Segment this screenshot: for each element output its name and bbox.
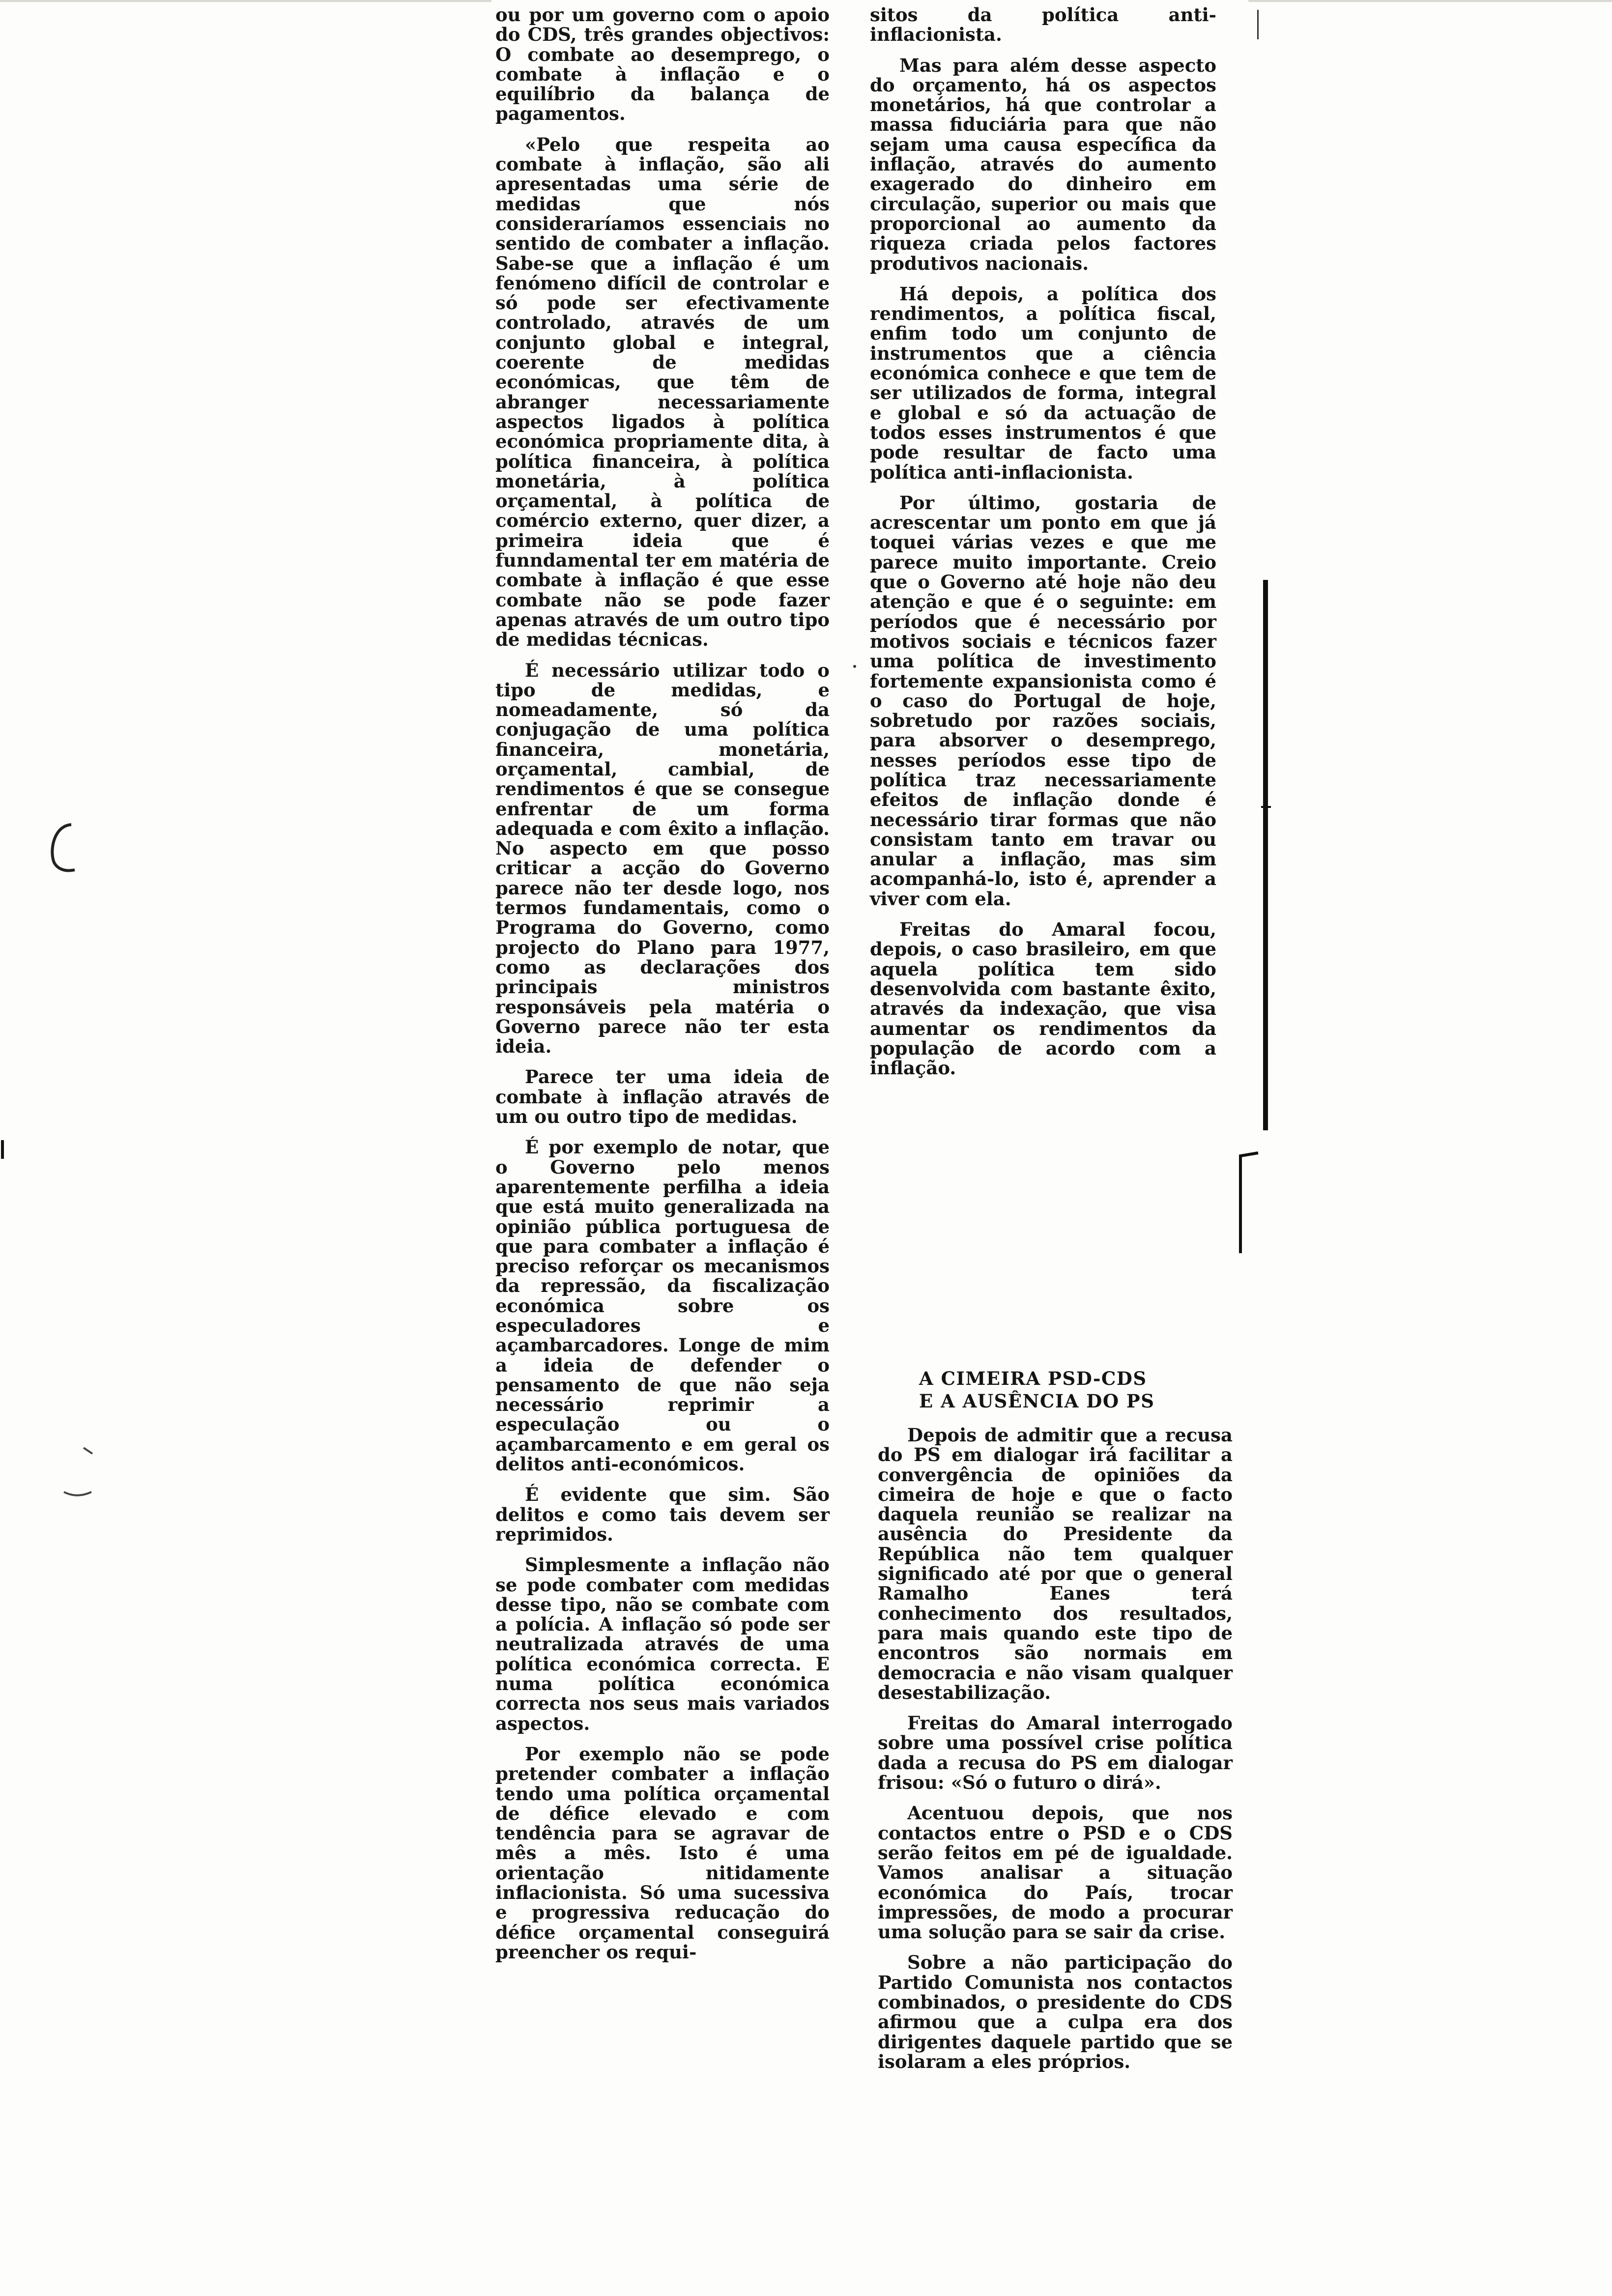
scan-vertical-bar-right <box>1256 0 1271 1179</box>
article-column-3 <box>878 1425 1233 2071</box>
paragraph: Sobre a não participação do Partido Comunista nos contactos combinados, o presidente do CDS afirmou que a culpa era dos dirigentes daquele partido que se isolaram a eles próprios. <box>878 1952 1233 2072</box>
paragraph: sitos da política anti-inflacionista. <box>870 4 1216 46</box>
scan-dot-mark <box>852 663 858 669</box>
paragraph: Por exemplo não se pode pretender combater a inflação tendo uma política orçamental de défice elevado e com tendência para se agravar de mês a mês. Isto é uma orientação nitidamente inflacionista. Só uma sucessiva e progressiva reducação do défice orçamental conseguirá preencher os requi- <box>495 1743 830 1963</box>
scan-tick-mark-left <box>0 1140 6 1160</box>
paragraph: Há depois, a política dos rendimentos, a política fiscal, enfim todo um conjunto de instrumentos que a ciência económica conhece e que tem de ser utilizados de forma, integral e global e só da actuação de todos esses instrumentos é que pode resultar de facto uma política anti-inflacionista. <box>870 283 1216 483</box>
paragraph: Por último, gostaria de acrescentar um ponto em que já toquei várias vezes e que me parece muito importante. Creio que o Governo até hoje não deu atenção e que é o seguinte: em períodos que é necessário por motivos sociais e técnicos fazer uma política de investimento fortemente expansionista como é o caso do Portugal de hoje, sobretudo por razões sociais, para absorver o desemprego, nesses períodos esse tipo de política traz necessariamente efeitos de inflação donde é necessário tirar formas que não consistam tanto em travar ou anular a inflação, mas sim acompanhá-lo, isto é, aprender a viver com ela. <box>870 491 1216 910</box>
paragraph: É necessário utilizar todo o tipo de medidas, e nomeadamente, só da conjugação de uma política financeira, monetária, orçamental, cambial, de rendimentos é que se consegue enfrentar de um forma adequada e com êxito a inflação. No aspecto em que posso criticar a acção do Governo parece não ter desde logo, nos termos fundamentais, como o Programa do Governo, como projecto do Plano para 1977, como as declarações dos principais ministros responsáveis pela matéria o Governo parece não ter esta ideia. <box>495 659 830 1058</box>
scan-top-rule-right <box>1248 0 1612 2</box>
paragraph: ou por um governo com o apoio do CDS, três grandes objectivos: O combate ao desemprego, o combate à inflação e o equilíbrio da balança de pagamentos. <box>495 4 830 125</box>
section-heading-line-2: E A AUSÊNCIA DO PS <box>919 1390 1155 1412</box>
paragraph: Simplesmente a inflação não se pode combater com medidas desse tipo, não se combate com a polícia. A inflação só pode ser neutralizada através de uma política económica correcta. E numa política económica correcta nos seus mais variados aspectos. <box>495 1554 830 1734</box>
paragraph: Acentuou depois, que nos contactos entre o PSD e o CDS serão feitos em pé de igualdade. Vamos analisar a situação económica do País, trocar impressões, de modo a procurar uma solução para se sair da crise. <box>878 1802 1233 1943</box>
article-column-2 <box>870 5 1216 1078</box>
paragraph: É evidente que sim. São delitos e como tais devem ser reprimidos. <box>495 1484 830 1545</box>
paragraph: É por exemplo de notar, que o Governo pelo menos aparentemente perfilha a ideia que está muito generalizada na opinião pública portuguesa de que para combater a inflação é preciso reforçar os mecanismos da repressão, da fiscalização económica sobre os especuladores e açambarcadores. Longe de mim a ideia de defender o pensamento de que não seja necessário reprimir a especulação ou o açambarcamento e em geral os delitos anti-económicos. <box>495 1136 830 1475</box>
paragraph: Depois de admitir que a recusa do PS em dialogar irá facilitar a convergência de opiniões da cimeira de hoje e que o facto daquela reunião se realizar na ausência do Presidente da República não tem qualquer significado até por que o general Ramalho Eanes terá conhecimento dos resultados, para mais quando este tipo de encontros são normais em democracia e não visam qualquer desestabilização. <box>878 1424 1233 1703</box>
article-column-1 <box>495 5 830 1962</box>
paragraph: Freitas do Amaral interrogado sobre uma possível crise política dada a recusa do PS em dialogar frisou: «Só o futuro o dirá». <box>878 1712 1233 1794</box>
scan-top-rule-left <box>0 0 491 2</box>
scan-bracket-mark-right <box>1234 1150 1263 1258</box>
scan-bracket-mark-left <box>44 821 79 875</box>
scan-curve-mark-left <box>54 1445 98 1504</box>
paragraph: Mas para além desse aspecto do orçamento, há os aspectos monetários, há que controlar a massa fiduciária para que não sejam uma causa específica da inflação, através do aumento exagerado do dinheiro em circulação, superior ou mais que proporcional ao aumento da riqueza criada pelos factores produtivos nacionais. <box>870 54 1216 274</box>
paragraph: «Pelo que respeita ao combate à inflação, são ali apresentadas uma série de medidas que nós consideraríamos essenciais no sentido de combater a inflação. Sabe-se que a inflação é um fenómeno difícil de controlar e só pode ser efectivamente controlado, através de um conjunto global e integral, coerente de medidas económicas, que têm de abranger necessariamente aspectos ligados à política económica propriamente dita, à política financeira, à política monetária, à política orçamental, à política de comércio externo, quer dizer, a primeira ideia que é funndamental ter em matéria de combate à inflação é que esse combate não se pode fazer apenas através de um outro tipo de medidas técnicas. <box>495 133 830 651</box>
section-heading <box>919 1367 1214 1412</box>
section-heading-line-1: A CIMEIRA PSD-CDS <box>919 1368 1147 1389</box>
paragraph: Freitas do Amaral focou, depois, o caso brasileiro, em que aquela política tem sido desenvolvida com bastante êxito, através da indexação, que visa aumentar os rendimentos da população de acordo com a inflação. <box>870 918 1216 1079</box>
paragraph: Parece ter uma ideia de combate à inflação através de um ou outro tipo de medidas. <box>495 1066 830 1128</box>
